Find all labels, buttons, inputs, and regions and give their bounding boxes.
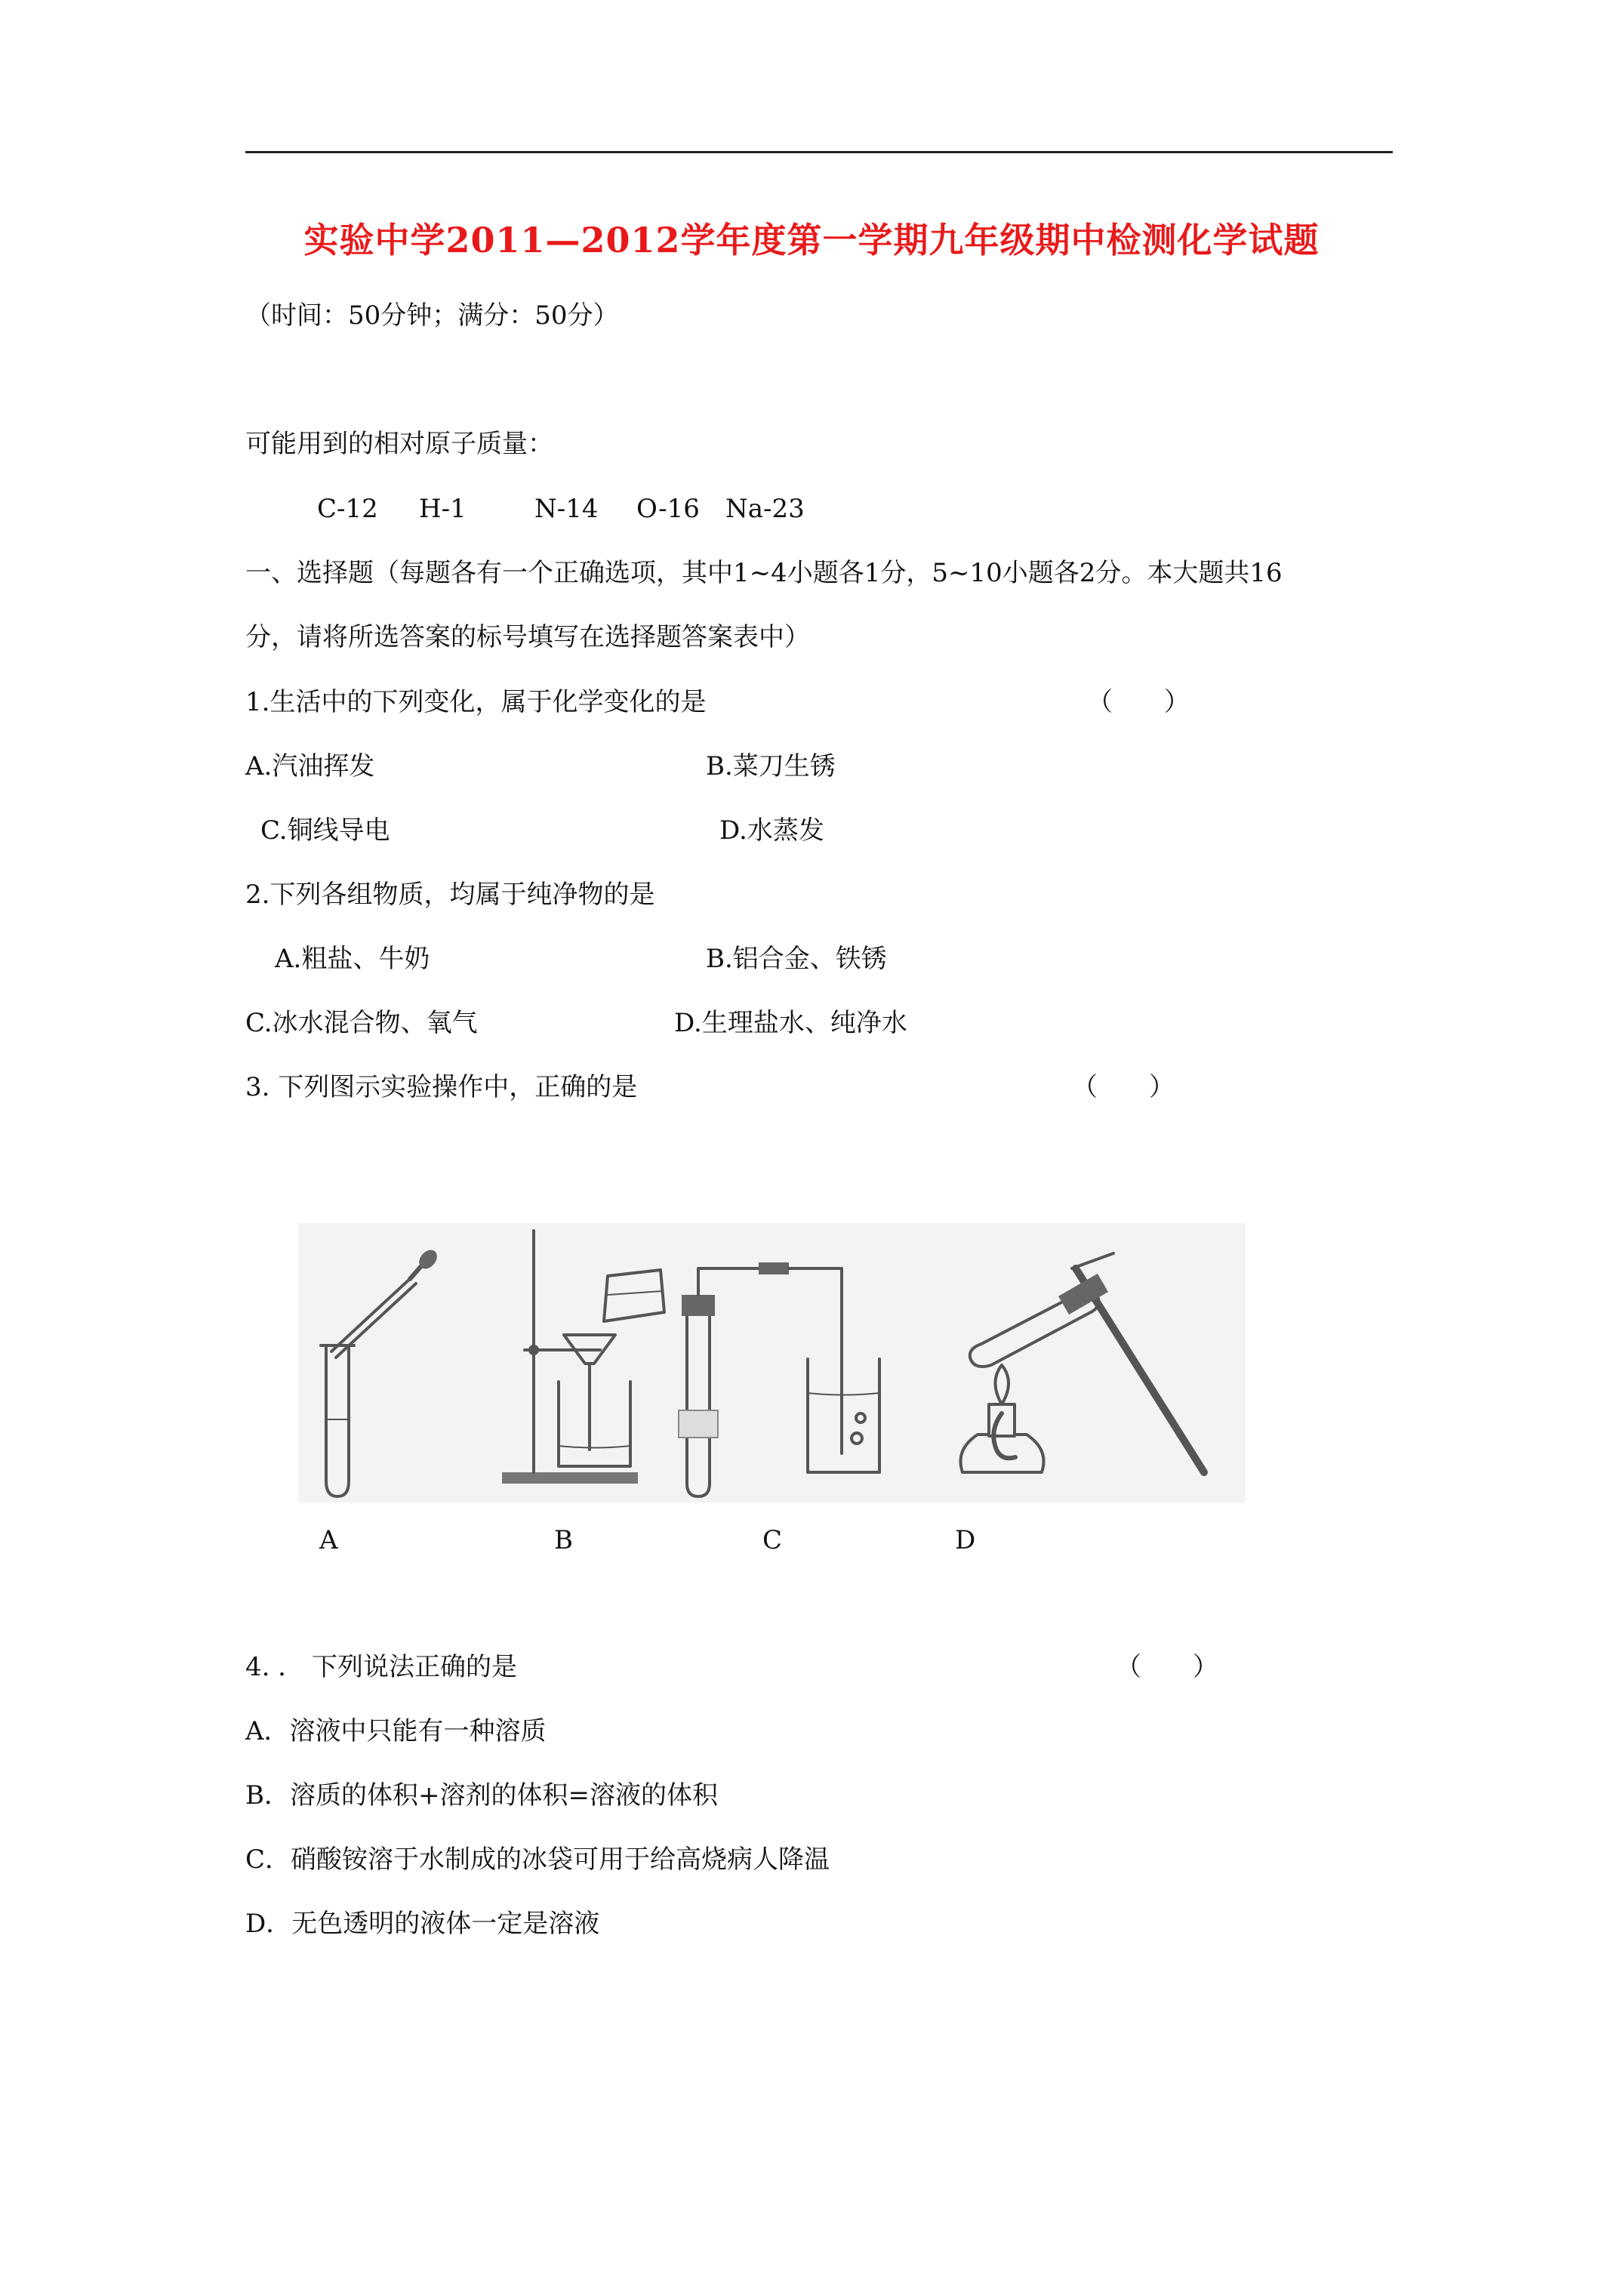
q2-option-c: C.冰水混合物、氧气	[245, 1008, 478, 1038]
figure-label-a: A	[319, 1525, 338, 1555]
atomic-mass-na: Na-23	[725, 494, 805, 524]
section1-heading: 一、选择题（每题各有一个正确选项，其中1~4小题各1分，5~10小题各2分。本大题共16	[245, 558, 1283, 588]
q4-stem: 4. ． 下列说法正确的是	[245, 1652, 518, 1682]
figure-label-d: D	[955, 1525, 976, 1555]
q4-option-b: B．溶质的体积+溶剂的体积=溶液的体积	[245, 1780, 718, 1811]
q4-answer-paren: （ ）	[1116, 1652, 1218, 1682]
figure-label-b: B	[554, 1525, 573, 1555]
q2-option-b: B.铝合金、铁锈	[706, 944, 887, 974]
q1-stem: 1.生活中的下列变化，属于化学变化的是	[245, 687, 707, 717]
q2-option-d: D.生理盐水、纯净水	[674, 1008, 907, 1038]
lab-operations-figure	[298, 1223, 1246, 1502]
atomic-mass-c: C-12	[317, 494, 378, 524]
figure-label-c: C	[762, 1525, 783, 1555]
q2-stem: 2.下列各组物质，均属于纯净物的是	[245, 880, 655, 910]
q1-option-b: B.菜刀生锈	[706, 751, 836, 781]
exam-title: 实验中学2011—2012学年度第一学期九年级期中检测化学试题	[303, 220, 1320, 260]
atomic-mass-n: N-14	[534, 494, 599, 524]
q2-option-a: A.粗盐、牛奶	[275, 944, 430, 974]
atomic-mass-heading: 可能用到的相对原子质量：	[245, 429, 553, 459]
q4-option-c: C．硝酸铵溶于水制成的冰袋可用于给高烧病人降温	[245, 1845, 830, 1875]
atomic-mass-list	[317, 492, 805, 525]
atomic-mass-o: O-16	[636, 494, 700, 524]
q1-option-c: C.铜线导电	[260, 815, 390, 846]
atomic-mass-h: H-1	[419, 494, 467, 524]
time-info: （时间：50分钟；满分：50分）	[245, 300, 619, 331]
q1-option-d: D.水蒸发	[719, 815, 824, 846]
q3-stem: 3. 下列图示实验操作中，正确的是	[245, 1072, 638, 1102]
header-rule	[245, 151, 1393, 153]
q4-option-d: D．无色透明的液体一定是溶液	[245, 1909, 600, 1939]
q1-option-a: A.汽油挥发	[245, 751, 375, 781]
section1-heading-cont: 分，请将所选答案的标号填写在选择题答案表中）	[245, 622, 810, 652]
q3-answer-paren: （ ）	[1072, 1072, 1175, 1102]
q4-option-a: A．溶液中只能有一种溶质	[245, 1716, 547, 1746]
q1-answer-paren: （ ）	[1087, 687, 1190, 717]
